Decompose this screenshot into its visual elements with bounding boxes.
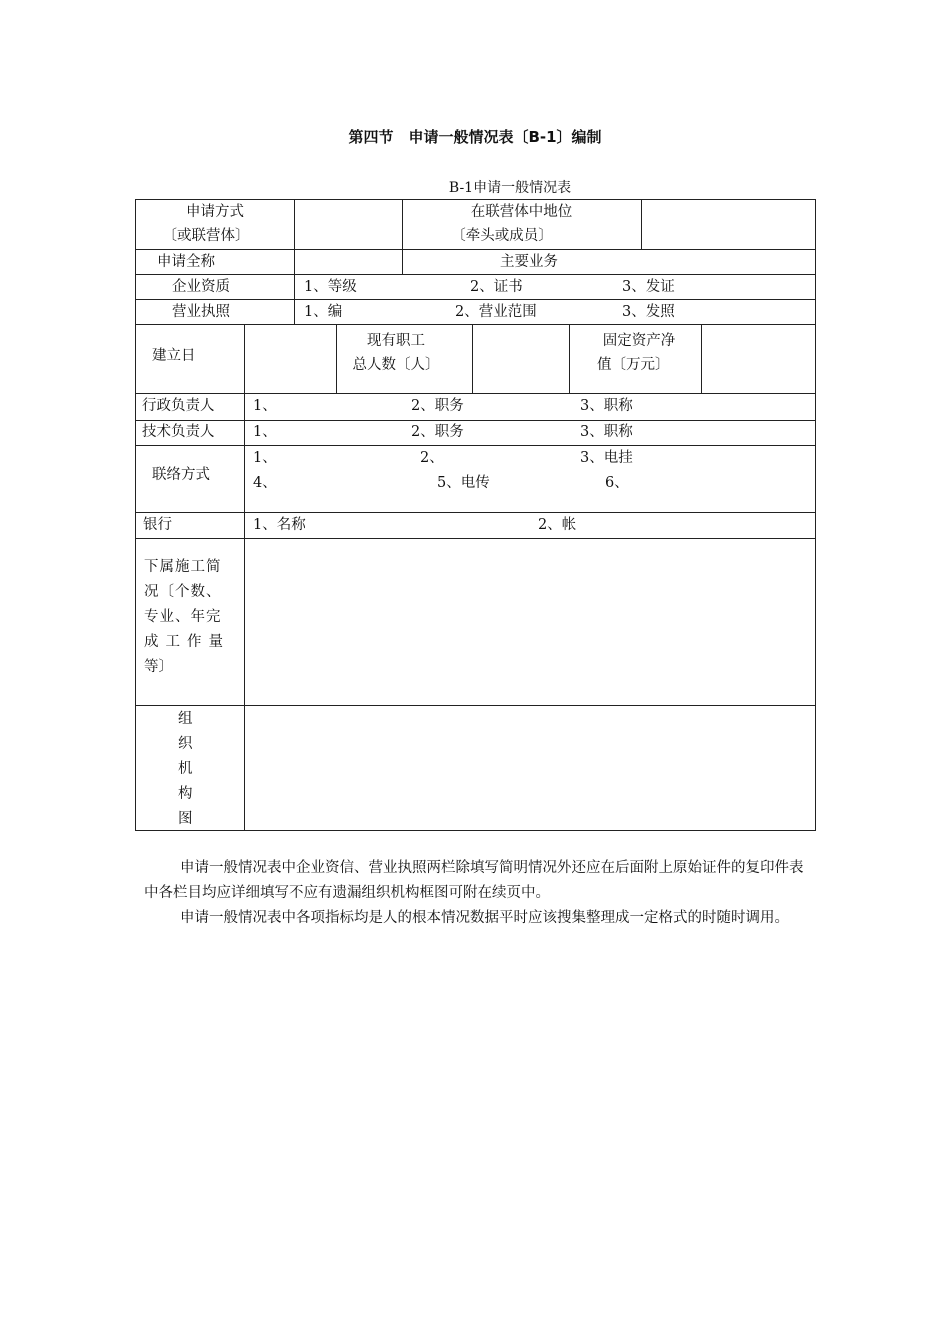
contact-telegram: 3、电挂 (580, 450, 633, 466)
contact-6: 6、 (605, 475, 629, 491)
apply-mode-label: 申请方式 (186, 204, 244, 220)
qual-level: 1、等级 (304, 279, 357, 295)
org-char-3: 机 (178, 761, 193, 777)
bank-account: 2、帐 (538, 517, 577, 533)
founded-label: 建立日 (152, 348, 196, 364)
full-name-label: 申请全称 (157, 254, 215, 270)
org-char-4: 构 (178, 786, 193, 802)
subsidiary-line-4: 成工作量 (144, 634, 230, 650)
subsidiary-line-1: 下属施工简 (144, 559, 222, 575)
table-caption: B-1申请一般情况表 (448, 180, 572, 196)
position-sub: 〔牵头或成员〕 (451, 228, 553, 244)
lic-issuer: 3、发照 (622, 304, 675, 320)
main-business-label: 主要业务 (500, 254, 558, 270)
bank-label: 银行 (143, 517, 172, 533)
admin-label: 行政负责人 (142, 398, 215, 414)
assets-sub: 值〔万元〕 (597, 357, 670, 373)
contact-4: 4、 (253, 475, 277, 491)
lic-scope: 2、营业范围 (455, 304, 537, 320)
org-char-5: 图 (178, 811, 193, 827)
contact-telex: 5、电传 (437, 475, 490, 491)
position-label: 在联营体中地位 (470, 204, 573, 220)
license-label: 营业执照 (172, 304, 230, 320)
page-title: 第四节 申请一般情况表〔B-1〕编制 (348, 128, 602, 146)
contact-1: 1、 (253, 450, 277, 466)
admin-rank: 3、职称 (580, 398, 633, 414)
admin-name: 1、 (253, 398, 277, 414)
subsidiary-line-5: 等〕 (144, 659, 173, 675)
tech-name: 1、 (253, 424, 277, 440)
apply-mode-sub: 〔或联营体〕 (162, 228, 250, 244)
staff-label: 现有职工 (367, 333, 425, 349)
org-char-1: 组 (178, 711, 193, 727)
contact-2: 2、 (420, 450, 444, 466)
assets-label: 固定资产净 (602, 333, 676, 349)
qual-cert: 2、证书 (470, 279, 523, 295)
tech-label: 技术负责人 (142, 424, 215, 440)
tech-rank: 3、职称 (580, 424, 633, 440)
org-char-2: 织 (178, 736, 193, 752)
staff-sub: 总人数〔人〕 (352, 357, 440, 373)
qualification-label: 企业资质 (172, 279, 230, 295)
subsidiary-line-2: 况〔个数、 (144, 584, 222, 600)
lic-number: 1、编 (304, 304, 343, 320)
bank-name: 1、名称 (253, 517, 306, 533)
paragraph-1: 申请一般情况表中企业资信、营业执照两栏除填写简明情况外还应在后面附上原始证件的复印件表中各栏目均应详细填写不应有遗漏组织机构框图可附在续页中。 (144, 860, 804, 901)
paragraph-2: 申请一般情况表中各项指标均是人的根本情况数据平时应该搜集整理成一定格式的时随时调用。 (180, 910, 789, 926)
qual-issuer: 3、发证 (622, 279, 675, 295)
contact-label: 联络方式 (152, 467, 210, 483)
tech-title: 2、职务 (411, 424, 464, 440)
admin-title: 2、职务 (411, 398, 464, 414)
subsidiary-line-3: 专业、年完 (144, 609, 222, 625)
